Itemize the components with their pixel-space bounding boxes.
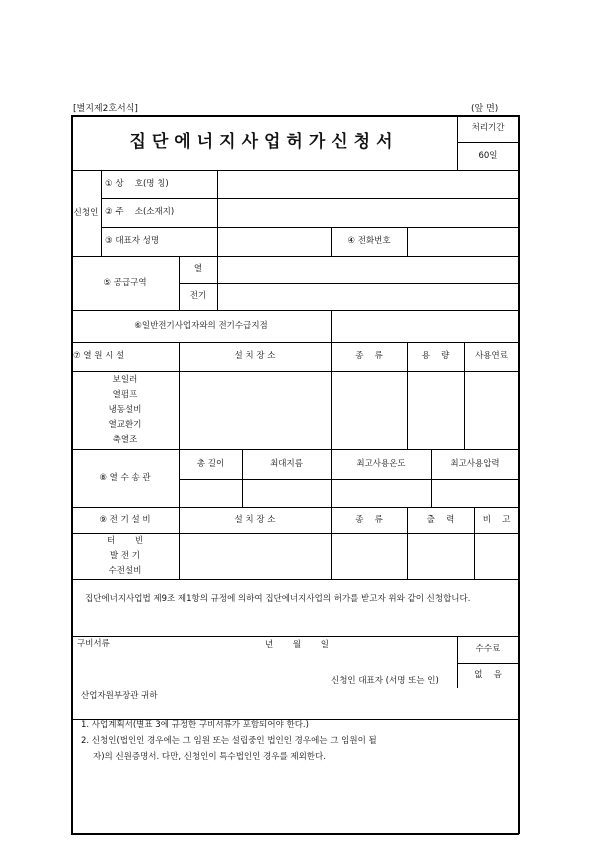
application-form (71, 115, 519, 834)
required-documents-notes (81, 717, 381, 765)
electric-facility-header: 설 치 장 소 (234, 514, 276, 525)
heat-pipe-temperature-field[interactable] (332, 480, 431, 507)
electric-facility-item: 발 전 기 (109, 551, 141, 561)
heat-source-location-field[interactable] (180, 372, 331, 449)
heat-source-item: 보일러 (112, 375, 138, 385)
processing-period-value: 60일 (478, 150, 498, 161)
trade-name-field[interactable] (218, 171, 518, 198)
electric-facility-label: ⑨ 전 기 설 비 (99, 514, 151, 525)
heat-pipe-header: 최고사용온도 (356, 458, 406, 469)
heat-source-item: 축열조 (112, 435, 138, 445)
power-supply-point-field[interactable] (332, 311, 518, 342)
phone-field[interactable] (408, 228, 518, 256)
divider (71, 579, 519, 580)
processing-period-label: 처리기간 (471, 123, 505, 134)
electric-facility-type-field[interactable] (332, 534, 407, 579)
representative-field[interactable] (218, 228, 331, 256)
heat-pipe-header: 총 길이 (196, 458, 225, 469)
electric-facility-output-field[interactable] (408, 534, 474, 579)
heat-source-capacity-field[interactable] (408, 372, 464, 449)
form-border-bottom (71, 833, 519, 835)
heat-pipe-length-field[interactable] (180, 480, 242, 507)
electric-facility-item: 터 빈 (106, 536, 144, 546)
form-number: [별지제2호서식] (73, 104, 138, 114)
electric-facility-header: 출 력 (426, 514, 455, 525)
heat-pipe-header: 최고사용압력 (450, 458, 500, 469)
heat-pipe-header: 최대지름 (270, 458, 303, 469)
heat-pipe-diameter-field[interactable] (243, 480, 331, 507)
heat-pipe-label: ⑧ 열 수 송 관 (99, 472, 151, 483)
heat-source-fuel-field[interactable] (465, 372, 518, 449)
required-documents-label: 구비서류 (77, 638, 110, 649)
trade-name-label: ① 상 호(명 칭) (105, 178, 169, 189)
phone-label: ④ 전화번호 (347, 236, 391, 247)
supply-area-electricity-label: 전기 (189, 291, 207, 302)
application-date[interactable]: 년 월 일 (264, 639, 330, 650)
supply-area-label: ⑤ 공급구역 (103, 277, 147, 288)
addressee: 산업자원부장관 귀하 (81, 690, 158, 701)
electric-facility-item: 수전설비 (108, 566, 142, 576)
heat-source-header: 종 류 (355, 351, 383, 362)
heat-source-header: 설 치 장 소 (234, 351, 276, 362)
supply-area-heat-field[interactable] (218, 257, 518, 283)
address-label: ② 주 소(소재지) (105, 207, 175, 218)
divider (71, 636, 519, 637)
electric-facility-item-list (71, 534, 179, 579)
heat-source-label: ⑦ 열 원 시 설 (73, 351, 125, 362)
heat-source-item-list (71, 372, 179, 449)
note-item: 2. 신청인(법인인 경우에는 그 임원 또는 설립중인 법인인 경우에는 그 임원이 될 자)의 신원증명서. 다만, 신청인이 특수법인인 경우를 제외한다. (81, 736, 377, 763)
electric-facility-remarks-field[interactable] (475, 534, 518, 579)
heat-source-header: 용 량 (421, 351, 450, 362)
fee-label: 수수료 (475, 644, 501, 655)
form-title: 집단에너지사업허가신청서 (129, 131, 399, 152)
fee-value: 없 음 (474, 670, 502, 681)
address-field[interactable] (218, 199, 518, 227)
applicant-group-label: 신청인 (73, 207, 99, 218)
electric-facility-header: 종 류 (355, 514, 383, 525)
heat-source-header: 사용연료 (475, 351, 508, 362)
electric-facility-location-field[interactable] (180, 534, 331, 579)
representative-label: ③ 대표자 성명 (105, 236, 160, 247)
heat-source-type-field[interactable] (332, 372, 407, 449)
note-item: 1. 사업계획서(별표 3에 규정한 구비서류가 포함되어야 한다.) (81, 720, 309, 730)
supply-area-heat-label: 열 (193, 264, 203, 275)
power-supply-point-label: ⑥일반전기사업자와의 전기수급지점 (134, 320, 268, 331)
applicant-signature[interactable]: 신청인 대표자 (서명 또는 인) (331, 675, 439, 686)
heat-source-item: 열펌프 (112, 390, 138, 400)
heat-source-item: 열교환기 (108, 420, 142, 430)
page-side-label: (앞 면) (471, 104, 499, 114)
application-statement: 집단에너지사업법 제9조 제1항의 규정에 의하여 집단에너지사업의 허가를 받고자 위와 같이 신청합니다. (85, 594, 471, 604)
supply-area-electricity-field[interactable] (218, 284, 518, 310)
electric-facility-header: 비 고 (482, 514, 511, 525)
heat-pipe-pressure-field[interactable] (432, 480, 518, 507)
heat-source-item: 냉동설비 (108, 405, 142, 415)
